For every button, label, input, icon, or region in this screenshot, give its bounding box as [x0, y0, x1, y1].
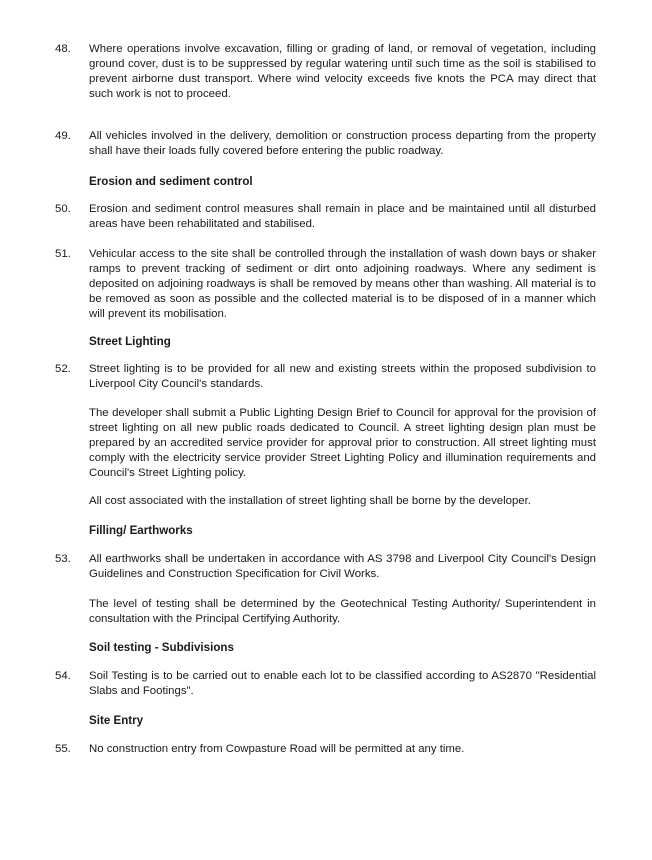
- clause-text: All earthworks shall be undertaken in accordance with AS 3798 and Liverpool City Council's Design Guidelines and Construction Specification for Civil Works.: [89, 553, 596, 581]
- paragraph-lighting-brief: The developer shall submit a Public Lighting Design Brief to Council for approval for the provision of street lighting on all new public roads dedicated to Council. A street lighting design plan must be prepared by an accredited service provider for approval prior to construction. All street lighting must comply with the electricity service provider Street Lighting Policy and illumination requirements and Council's Street Lighting policy.: [89, 407, 596, 480]
- heading-soil-testing: Soil testing - Subdivisions: [89, 641, 234, 654]
- clause-text: No construction entry from Cowpasture Road will be permitted at any time.: [89, 743, 465, 755]
- clause-number: 55.: [55, 743, 71, 755]
- heading-filling: Filling/ Earthworks: [89, 524, 193, 537]
- clause-number: 49.: [55, 130, 71, 142]
- clause-text: Soil Testing is to be carried out to enable each lot to be classified according to AS2870 "Residential Slabs and Footings".: [89, 670, 596, 698]
- clause-number: 51.: [55, 248, 71, 260]
- heading-site-entry: Site Entry: [89, 714, 144, 727]
- clause-number: 52.: [55, 363, 71, 375]
- paragraph-lighting-cost: All cost associated with the installation of street lighting shall be borne by the developer.: [89, 495, 531, 507]
- paragraph-testing-level: The level of testing shall be determined by the Geotechnical Testing Authority/ Superintendent in consultation with the Principal Certifying Authority.: [89, 598, 596, 626]
- clause-number: 54.: [55, 670, 71, 682]
- clause-text: Erosion and sediment control measures shall remain in place and be maintained until all disturbed areas have been rehabilitated and stabilised.: [89, 203, 596, 231]
- clause-text: Street lighting is to be provided for all new and existing streets within the proposed subdivision to Liverpool City Council's standards.: [89, 363, 596, 391]
- clause-number: 50.: [55, 203, 71, 215]
- clause-number: 53.: [55, 553, 71, 565]
- heading-erosion: Erosion and sediment control: [89, 175, 253, 188]
- heading-street-lighting: Street Lighting: [89, 335, 171, 348]
- clause-text: Vehicular access to the site shall be controlled through the installation of wash down bays or shaker ramps to prevent tracking of sediment or dirt onto adjoining roadways. Where any sediment is deposited on adjoining roadways is shall be removed by means other than washing. All material is to be removed as soon as possible and the collected material is to be disposed of in a manner which will prevent its mobilisation.: [89, 248, 596, 321]
- clause-number: 48.: [55, 43, 71, 55]
- clause-text: Where operations involve excavation, filling or grading of land, or removal of vegetation, including ground cover, dust is to be suppressed by regular watering until such time as the soil is stabilised to prevent airborne dust transport. Where wind velocity exceeds five knots the PCA may direct that such work is not to proceed.: [89, 43, 596, 101]
- clause-text: All vehicles involved in the delivery, demolition or construction process departing from the property shall have their loads fully covered before entering the public roadway.: [89, 130, 596, 158]
